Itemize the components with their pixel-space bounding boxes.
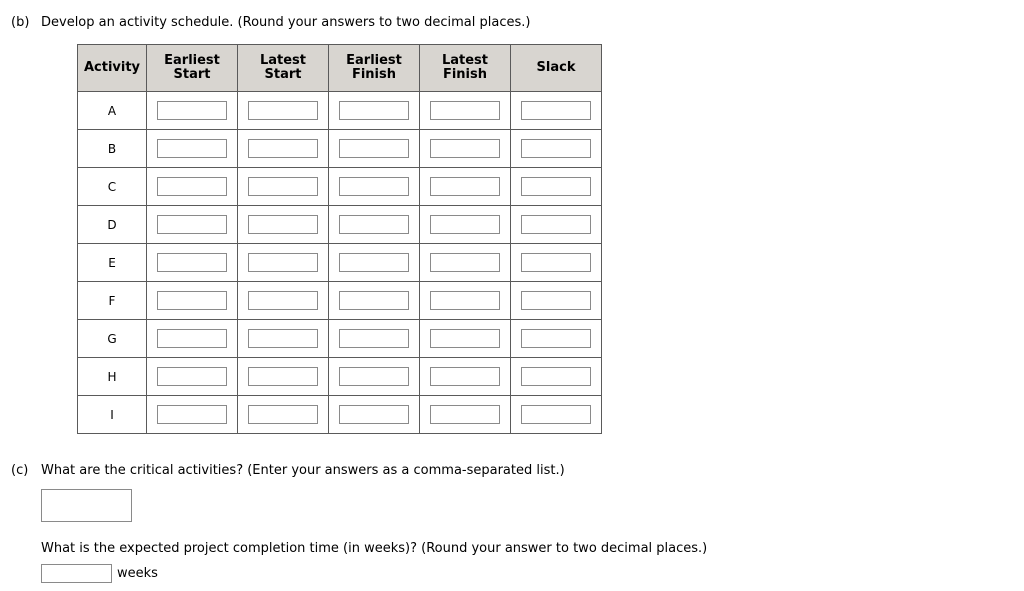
answer-cell xyxy=(147,358,238,396)
table-row xyxy=(78,396,602,434)
latest-start-input[interactable] xyxy=(248,101,318,120)
table-row xyxy=(78,244,602,282)
earliest-start-input[interactable] xyxy=(157,139,227,158)
answer-cell xyxy=(420,92,511,130)
latest-finish-input[interactable] xyxy=(430,139,500,158)
table-row xyxy=(78,168,602,206)
slack-input[interactable] xyxy=(521,139,591,158)
table-row xyxy=(78,282,602,320)
activity-label: G xyxy=(78,320,147,358)
slack-input[interactable] xyxy=(521,177,591,196)
answer-cell xyxy=(511,130,602,168)
answer-cell xyxy=(147,206,238,244)
answer-cell xyxy=(147,396,238,434)
latest-start-input[interactable] xyxy=(248,291,318,310)
latest-start-input[interactable] xyxy=(248,139,318,158)
part-c-text: What are the critical activities? (Enter your answers as a comma-separated list.) xyxy=(41,463,565,478)
earliest-finish-input[interactable] xyxy=(339,329,409,348)
earliest-start-input[interactable] xyxy=(157,101,227,120)
earliest-finish-input[interactable] xyxy=(339,101,409,120)
part-b-instruction xyxy=(11,15,530,31)
answer-cell xyxy=(329,396,420,434)
activity-label: F xyxy=(78,282,147,320)
earliest-finish-input[interactable] xyxy=(339,139,409,158)
slack-input[interactable] xyxy=(521,215,591,234)
answer-cell xyxy=(238,130,329,168)
header-latest-finish: Latest Finish xyxy=(420,45,511,92)
earliest-start-input[interactable] xyxy=(157,329,227,348)
part-b-label: (b) xyxy=(11,15,30,30)
answer-cell xyxy=(511,206,602,244)
slack-input[interactable] xyxy=(521,253,591,272)
header-activity: Activity xyxy=(78,45,147,92)
answer-cell xyxy=(238,320,329,358)
answer-cell xyxy=(420,358,511,396)
earliest-start-input[interactable] xyxy=(157,405,227,424)
latest-start-input[interactable] xyxy=(248,177,318,196)
answer-cell xyxy=(147,244,238,282)
header-slack: Slack xyxy=(511,45,602,92)
slack-input[interactable] xyxy=(521,101,591,120)
earliest-start-input[interactable] xyxy=(157,215,227,234)
answer-cell xyxy=(329,92,420,130)
latest-start-input[interactable] xyxy=(248,367,318,386)
answer-cell xyxy=(238,358,329,396)
answer-cell xyxy=(147,130,238,168)
latest-finish-input[interactable] xyxy=(430,101,500,120)
answer-cell xyxy=(511,396,602,434)
answer-cell xyxy=(329,282,420,320)
answer-cell xyxy=(511,244,602,282)
earliest-start-input[interactable] xyxy=(157,253,227,272)
activity-label: E xyxy=(78,244,147,282)
answer-cell xyxy=(329,320,420,358)
answer-cell xyxy=(420,244,511,282)
earliest-finish-input[interactable] xyxy=(339,405,409,424)
answer-cell xyxy=(238,244,329,282)
answer-cell xyxy=(238,92,329,130)
answer-cell xyxy=(238,206,329,244)
answer-cell xyxy=(329,206,420,244)
table-row xyxy=(78,358,602,396)
slack-input[interactable] xyxy=(521,367,591,386)
answer-cell xyxy=(511,358,602,396)
earliest-start-input[interactable] xyxy=(157,177,227,196)
header-earliest-finish: Earliest Finish xyxy=(329,45,420,92)
activity-label: A xyxy=(78,92,147,130)
table-row xyxy=(78,130,602,168)
earliest-finish-input[interactable] xyxy=(339,367,409,386)
answer-cell xyxy=(238,282,329,320)
earliest-finish-input[interactable] xyxy=(339,215,409,234)
latest-start-input[interactable] xyxy=(248,405,318,424)
schedule-table-body xyxy=(78,92,602,434)
answer-cell xyxy=(238,168,329,206)
latest-start-input[interactable] xyxy=(248,253,318,272)
part-c-label: (c) xyxy=(11,463,29,478)
table-row xyxy=(78,320,602,358)
slack-input[interactable] xyxy=(521,291,591,310)
critical-activities-input[interactable] xyxy=(41,489,132,522)
activity-label: I xyxy=(78,396,147,434)
table-row xyxy=(78,206,602,244)
latest-start-input[interactable] xyxy=(248,215,318,234)
completion-time-row xyxy=(41,563,158,583)
answer-cell xyxy=(420,320,511,358)
activity-schedule-table xyxy=(77,44,602,434)
answer-cell xyxy=(511,282,602,320)
latest-finish-input[interactable] xyxy=(430,405,500,424)
answer-cell xyxy=(329,130,420,168)
slack-input[interactable] xyxy=(521,405,591,424)
part-b-text: Develop an activity schedule. (Round your answers to two decimal places.) xyxy=(41,15,531,30)
earliest-finish-input[interactable] xyxy=(339,177,409,196)
answer-cell xyxy=(511,92,602,130)
answer-cell xyxy=(420,130,511,168)
activity-label: C xyxy=(78,168,147,206)
activity-label: B xyxy=(78,130,147,168)
latest-finish-input[interactable] xyxy=(430,177,500,196)
answer-cell xyxy=(329,358,420,396)
latest-finish-input[interactable] xyxy=(430,329,500,348)
answer-cell xyxy=(420,396,511,434)
earliest-finish-input[interactable] xyxy=(339,253,409,272)
header-earliest-start: Earliest Start xyxy=(147,45,238,92)
activity-label: H xyxy=(78,358,147,396)
earliest-start-input[interactable] xyxy=(157,367,227,386)
answer-cell xyxy=(329,168,420,206)
table-header-row xyxy=(78,45,602,92)
latest-finish-input[interactable] xyxy=(430,253,500,272)
answer-cell xyxy=(147,282,238,320)
part-c-question xyxy=(11,463,565,479)
activity-label: D xyxy=(78,206,147,244)
latest-finish-input[interactable] xyxy=(430,291,500,310)
table-row xyxy=(78,92,602,130)
answer-cell xyxy=(147,92,238,130)
answer-cell xyxy=(420,206,511,244)
answer-cell xyxy=(420,168,511,206)
earliest-start-input[interactable] xyxy=(157,291,227,310)
slack-input[interactable] xyxy=(521,329,591,348)
earliest-finish-input[interactable] xyxy=(339,291,409,310)
answer-cell xyxy=(420,282,511,320)
completion-time-input[interactable] xyxy=(41,564,112,583)
answer-cell xyxy=(511,168,602,206)
answer-cell xyxy=(329,244,420,282)
latest-finish-input[interactable] xyxy=(430,367,500,386)
latest-finish-input[interactable] xyxy=(430,215,500,234)
header-latest-start: Latest Start xyxy=(238,45,329,92)
answer-cell xyxy=(511,320,602,358)
answer-cell xyxy=(238,396,329,434)
weeks-unit-label: weeks xyxy=(117,565,158,581)
latest-start-input[interactable] xyxy=(248,329,318,348)
completion-time-question: What is the expected project completion time (in weeks)? (Round your answer to two decimal places.) xyxy=(41,541,708,556)
answer-cell xyxy=(147,168,238,206)
answer-cell xyxy=(147,320,238,358)
